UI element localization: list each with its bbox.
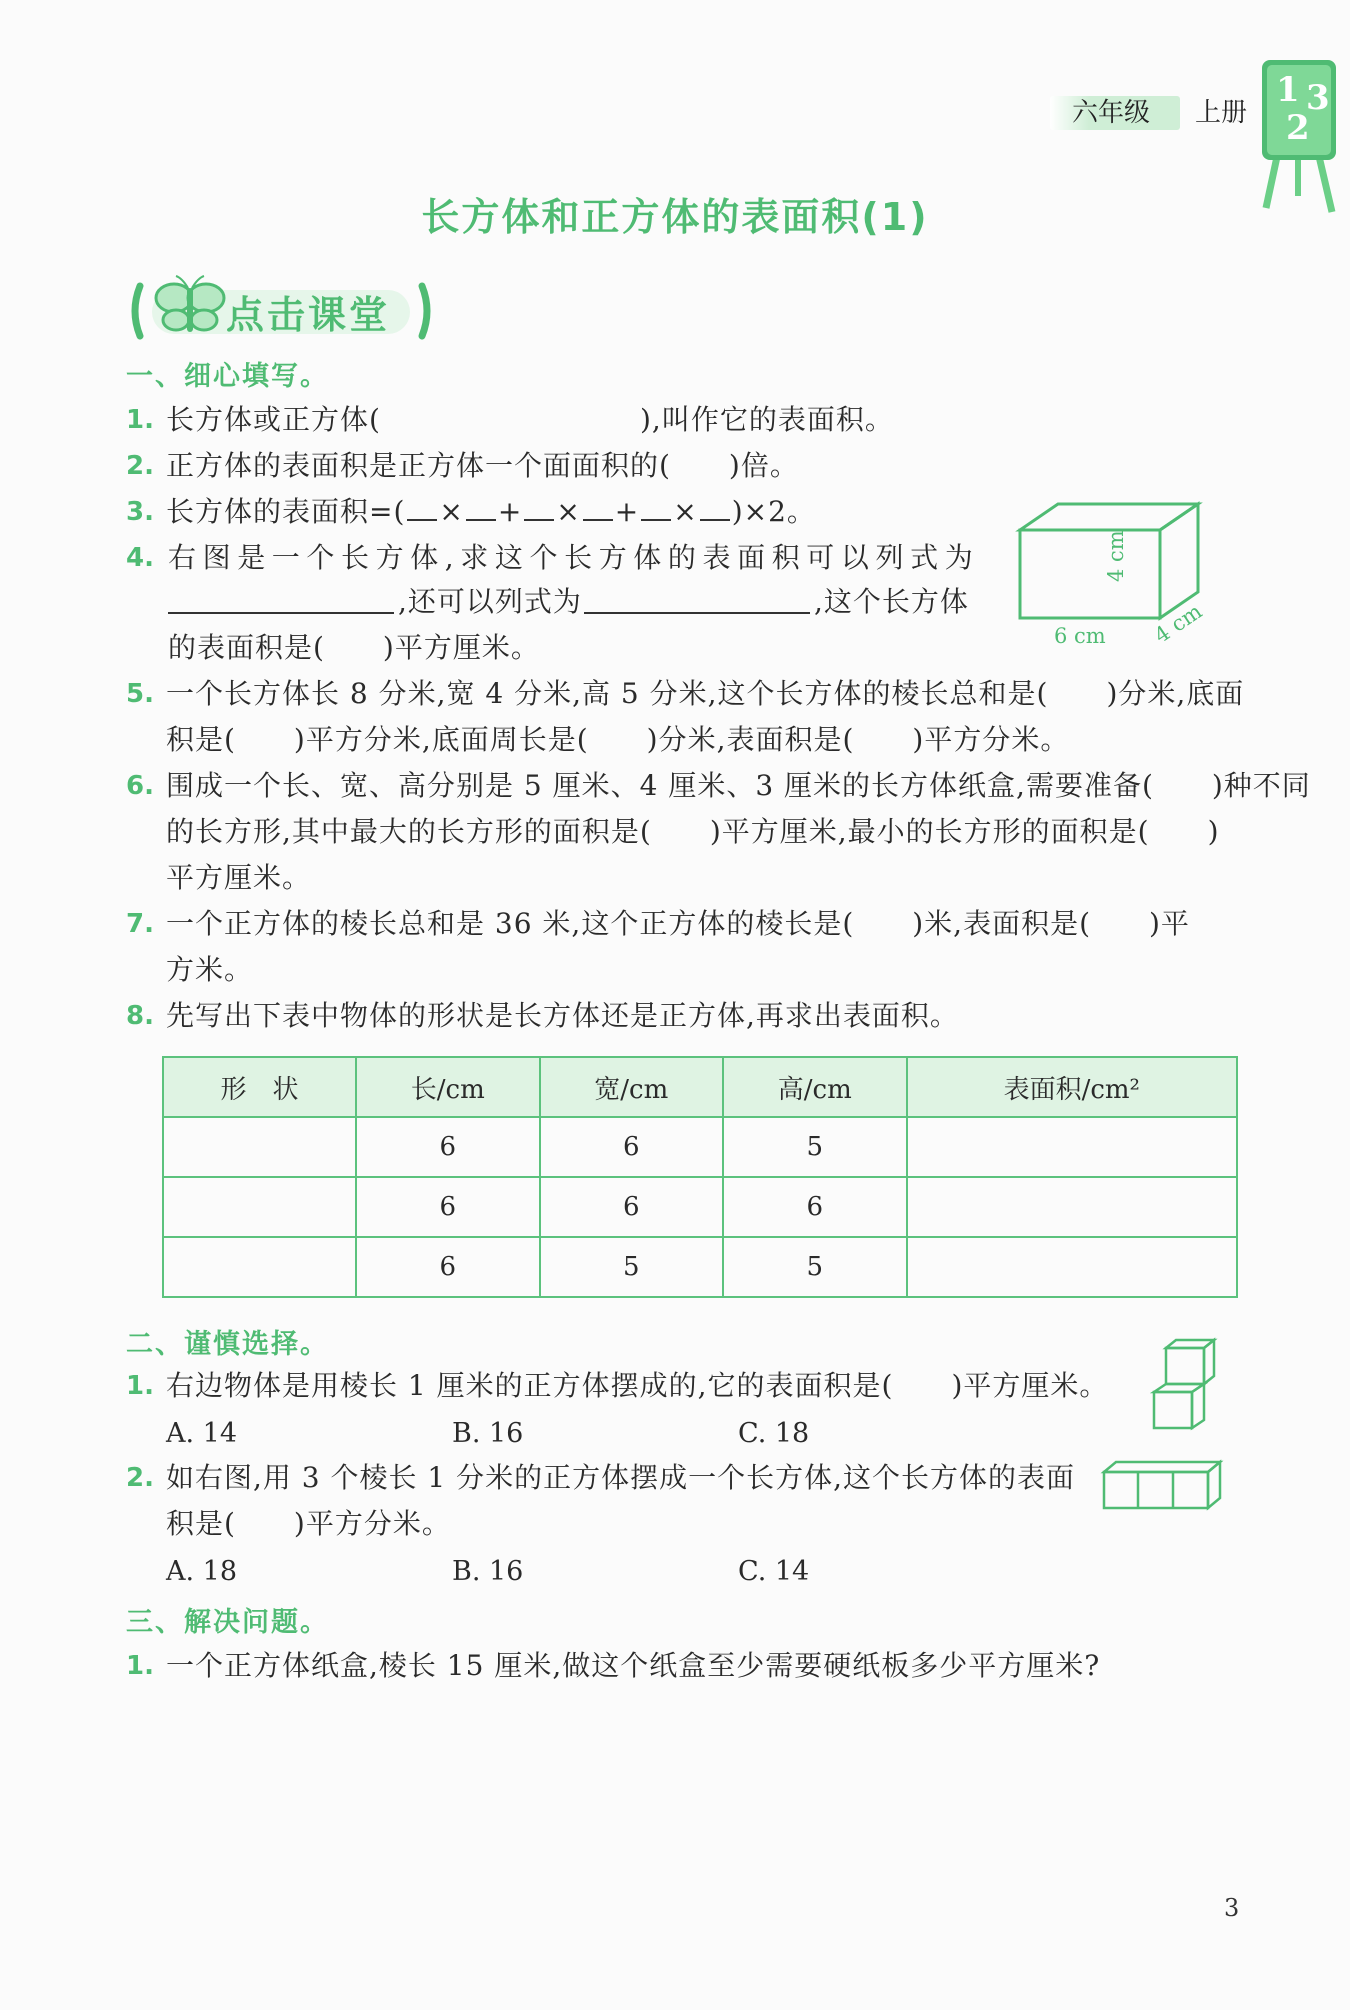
- table-cell-shape[interactable]: [163, 1237, 356, 1297]
- s2-q1-option-c[interactable]: C. 18: [738, 1418, 810, 1449]
- q4-line3: 的表面积是( )平方厘米。: [168, 631, 540, 664]
- table-cell: 6: [540, 1117, 724, 1177]
- table-cell: 6: [540, 1177, 724, 1237]
- table-header-row: [163, 1057, 1237, 1117]
- logo-digit-2: 2: [1286, 108, 1310, 148]
- q8-number: 8.: [126, 1001, 154, 1031]
- s2-q1-option-a[interactable]: A. 14: [166, 1418, 238, 1449]
- q3-times-3: ×: [673, 495, 698, 528]
- table-cell-area[interactable]: [907, 1177, 1237, 1237]
- logo-digit-1: 1: [1276, 70, 1300, 110]
- s2-q1-number: 1.: [126, 1371, 154, 1401]
- q5-line1: 一个长方体长 8 分米,宽 4 分米,高 5 分米,这个长方体的棱长总和是( )分米,底面: [166, 677, 1245, 710]
- q3-plus-2: +: [614, 495, 640, 528]
- table-cell-shape[interactable]: [163, 1177, 356, 1237]
- s2-q2-line2: 积是( )平方分米。: [166, 1507, 451, 1540]
- s2-q2-number: 2.: [126, 1463, 154, 1493]
- q8-text: 先写出下表中物体的形状是长方体还是正方体,再求出表面积。: [166, 999, 959, 1032]
- q3-text-b: )×2。: [731, 495, 816, 528]
- q3-text-a: 长方体的表面积=(: [166, 495, 406, 528]
- q1-text-a: 长方体或正方体(: [166, 403, 381, 436]
- s2-q2-option-c[interactable]: C. 14: [738, 1556, 810, 1587]
- q4-line2b: ,这个长方体: [814, 585, 969, 618]
- q2-text: 正方体的表面积是正方体一个面面积的( )倍。: [166, 449, 799, 482]
- table-header-cell: 形 状: [163, 1057, 356, 1117]
- q7-line1: 一个正方体的棱长总和是 36 米,这个正方体的棱长是( )米,表面积是( )平: [166, 907, 1190, 940]
- table-header-cell: 长/cm: [356, 1057, 540, 1117]
- table-cell: 6: [356, 1237, 540, 1297]
- table-cell: 6: [356, 1117, 540, 1177]
- s2-q2-line1: 如右图,用 3 个棱长 1 分米的正方体摆成一个长方体,这个长方体的表面: [166, 1461, 1076, 1494]
- cuboid-height-label: 4 cm: [1104, 530, 1128, 582]
- table-cell: 6: [723, 1177, 907, 1237]
- s2-q1-option-b[interactable]: B. 16: [452, 1418, 524, 1449]
- q4-line1: 右图是一个长方体,求这个长方体的表面积可以列式为: [168, 541, 980, 574]
- q3-blank: [583, 519, 613, 521]
- q4-line2a: ,还可以列式为: [398, 585, 582, 618]
- banner-title: 点击课堂: [226, 293, 391, 337]
- q6-line1: 围成一个长、宽、高分别是 5 厘米、4 厘米、3 厘米的长方体纸盒,需要准备( )种不同: [166, 769, 1311, 802]
- q5-line2: 积是( )平方分米,底面周长是( )分米,表面积是( )平方分米。: [166, 723, 1070, 756]
- table-header-cell: 高/cm: [723, 1057, 907, 1117]
- section3-heading: 三、解决问题。: [126, 1607, 329, 1638]
- table-row: [163, 1117, 1237, 1177]
- table-cell-area[interactable]: [907, 1237, 1237, 1297]
- q4-blank-2: [584, 612, 810, 614]
- stacked-cubes-figure: [1150, 1336, 1220, 1436]
- q2-number: 2.: [126, 451, 154, 481]
- dimensions-table: [162, 1056, 1238, 1298]
- q3-formula: [166, 490, 816, 534]
- section2-heading: 二、谨慎选择。: [126, 1329, 329, 1360]
- q3-blank: [524, 519, 554, 521]
- q1-number: 1.: [126, 405, 154, 435]
- cube-row-figure: [1100, 1458, 1224, 1518]
- logo-digit-3: 3: [1306, 78, 1330, 118]
- q3-blank: [641, 519, 671, 521]
- table-cell-area[interactable]: [907, 1117, 1237, 1177]
- page-title: 长方体和正方体的表面积(1): [421, 195, 929, 239]
- q5-number: 5.: [126, 679, 154, 709]
- butterfly-icon: [150, 274, 230, 340]
- q4-blank-1: [168, 612, 394, 614]
- table-header-cell: 宽/cm: [540, 1057, 724, 1117]
- q3-times-1: ×: [439, 495, 464, 528]
- s3-q1-number: 1.: [126, 1651, 154, 1681]
- table-cell: 5: [540, 1237, 724, 1297]
- q1-text-b: ),叫作它的表面积。: [640, 403, 894, 436]
- q3-blank: [700, 519, 730, 521]
- section1-heading: 一、细心填写。: [126, 361, 329, 392]
- page-number: 3: [1224, 1894, 1240, 1922]
- header-grade: 六年级: [1072, 98, 1151, 128]
- table-cell: 5: [723, 1237, 907, 1297]
- q4-number: 4.: [126, 543, 154, 573]
- s2-q2-option-a[interactable]: A. 18: [166, 1556, 238, 1587]
- table-cell-shape[interactable]: [163, 1117, 356, 1177]
- q3-number: 3.: [126, 497, 154, 527]
- header-volume: 上册: [1195, 98, 1248, 128]
- table-header-cell: 表面积/cm²: [907, 1057, 1237, 1117]
- q6-line3: 平方厘米。: [166, 861, 312, 894]
- cuboid-length-label: 6 cm: [1054, 624, 1106, 648]
- table-cell: 6: [356, 1177, 540, 1237]
- s2-q1-text: 右边物体是用棱长 1 厘米的正方体摆成的,它的表面积是( )平方厘米。: [166, 1369, 1109, 1402]
- table-cell: 5: [723, 1117, 907, 1177]
- q3-blank: [407, 519, 437, 521]
- s2-q2-option-b[interactable]: B. 16: [452, 1556, 524, 1587]
- q6-number: 6.: [126, 771, 154, 801]
- q3-blank: [466, 519, 496, 521]
- q7-line2: 方米。: [166, 953, 254, 986]
- table-row: [163, 1177, 1237, 1237]
- q3-times-2: ×: [556, 495, 581, 528]
- cuboid-width-label: 4 cm: [1150, 599, 1207, 648]
- q6-line2: 的长方形,其中最大的长方形的面积是( )平方厘米,最小的长方形的面积是( ): [166, 815, 1220, 848]
- s3-q1-text: 一个正方体纸盒,棱长 15 厘米,做这个纸盒至少需要硬纸板多少平方厘米?: [166, 1649, 1101, 1682]
- q3-plus-1: +: [497, 495, 523, 528]
- q7-number: 7.: [126, 909, 154, 939]
- table-row: [163, 1237, 1237, 1297]
